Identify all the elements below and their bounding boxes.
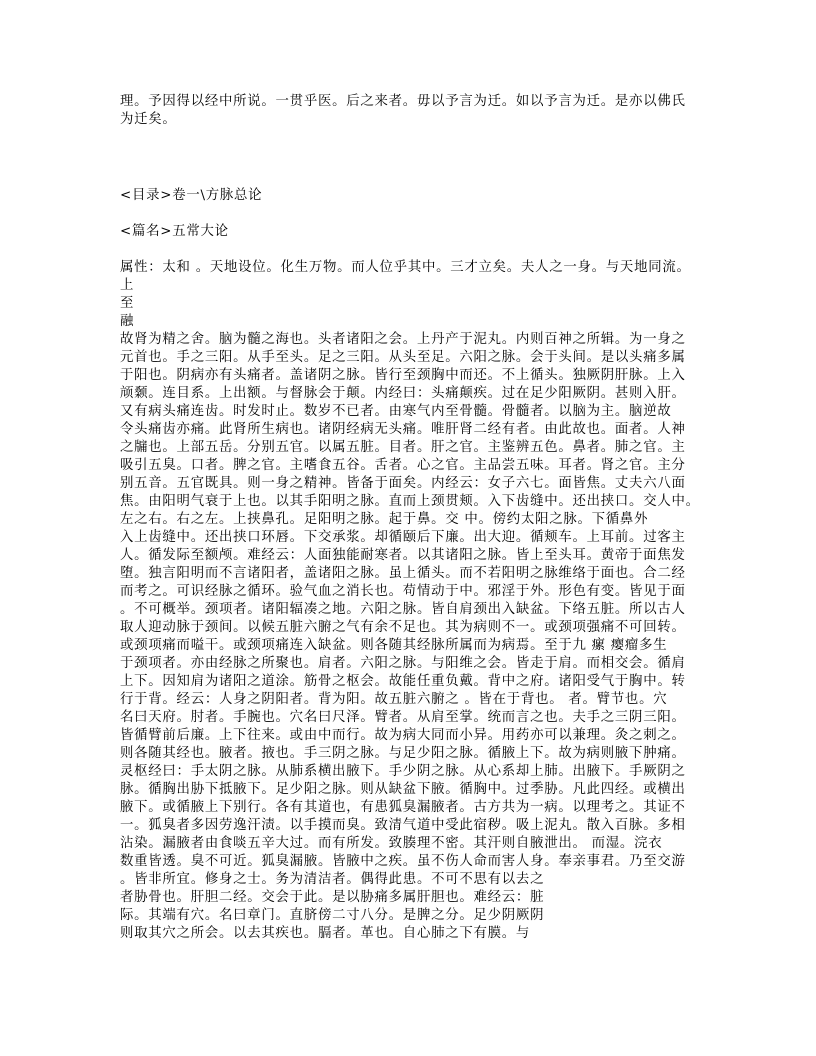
body-line: 又有病头痛连齿。时发时止。数岁不已者。由寒气内至骨髓。骨髓者。以脑为主。脑逆故 xyxy=(120,404,672,419)
body-line: 而考之。可识经脉之循环。验气血之消长也。苟情动于中。邪淫于外。形色有变。皆见于面 xyxy=(120,584,686,599)
body-line: 堕。独言阳明而不言诸阳者，盖诸阳之脉。虽上循头。而不若阳明之脉维络于面也。合二经 xyxy=(120,566,686,581)
body-line: 故肾为精之舍。脑为髓之海也。头者诸阳之会。上丹产于泥丸。内则百神之所辑。为一身之 xyxy=(120,332,686,347)
body-line: 脉。循胸出胁下抵腋下。足少阳之脉。则从缺盆下腋。循胸中。过季胁。凡此四经。或横出 xyxy=(120,782,686,797)
intro-line: 理。予因得以经中所说。一贯乎医。后之来者。毋以予言为迁。如以予言为迁。是亦以佛氏 xyxy=(120,94,686,109)
body-line: 一。狐臭者多因劳逸汗渍。以手摸而臭。致清气道中受此宿秽。吸上泥丸。散入百脉。多相 xyxy=(120,818,686,833)
body-line: 于颈项者。亦由经脉之所聚也。肩者。六阳之脉。与阳维之会。皆走于肩。而相交会。循肩 xyxy=(120,656,686,671)
body-line: 令头痛齿亦痛。此肾所生病也。诸阴经病无头痛。唯肝肾二经有者。由此故也。面者。人神 xyxy=(120,422,686,437)
body-line: 则取其穴之所会。以去其疾也。膈者。革也。自心肺之下有膜。与 xyxy=(120,926,531,941)
body-line: 上 xyxy=(120,278,135,293)
chapter-title: <篇名>五常大论 xyxy=(120,224,229,239)
body-line: 人。循发际至额颅。难经云：人面独能耐寒者。以其诸阳之脉。皆上至头耳。黄帝于面焦发 xyxy=(120,548,686,563)
body-line: 。不可概举。颈项者。诸阳辐凑之地。六阳之脉。皆自肩颈出入缺盆。下络五脏。所以古人 xyxy=(120,602,686,617)
body-line: 于阳也。阴病亦有头痛者。盖诸阴之脉。皆行至颈胸中而还。不上循头。独厥阴肝脉。上入 xyxy=(120,368,686,383)
body-line: 数重皆透。臭不可近。狐臭漏腋。皆腋中之疾。虽不伤人命而害人身。奉亲事君。乃至交游 xyxy=(120,854,686,869)
body-line: 皆循臂前后廉。上下往来。或由中而行。故为病大同而小异。用药亦可以兼理。灸之刺之。 xyxy=(120,728,686,743)
intro-line: 为迁矣。 xyxy=(120,112,177,127)
body-line: 元首也。手之三阳。从手至头。足之三阳。从头至足。六阳之脉。会于头间。是以头痛多属 xyxy=(120,350,686,365)
catalog-heading: <目录>卷一\方脉总论 xyxy=(120,188,263,203)
body-line: 取人迎动脉于颈间。以候五脏六腑之气有余不足也。其为病则不一。或颈项强痛不可回转。 xyxy=(120,620,686,635)
body-line: 或颈项痛而嗌干。或颈项痛连入缺盆。则各随其经脉所属而为病焉。至于九 瘰 瘿瘤多生 xyxy=(120,638,668,653)
body-line: 融 xyxy=(120,314,135,329)
body-line: 别五音。五官既具。则一身之精神。皆备于面矣。内经云：女子六七。面皆焦。丈夫六八面 xyxy=(120,476,686,491)
body-line: 腋下。或循腋上下别行。各有其道也，有患狐臭漏腋者。古方共为一病。以理考之。其证不 xyxy=(120,800,686,815)
body-line: 焦。由阳明气衰于上也。以其手阳明之脉。直而上颈贯颊。入下齿缝中。还出挟口。交人中。 xyxy=(120,494,700,509)
body-line: 上下。因知肩为诸阳之道涂。筋骨之枢会。故能任重负戴。背中之府。诸阳受气于胸中。转 xyxy=(120,674,686,689)
body-line: 颃颡。连目系。上出额。与督脉会于颠。内经曰：头痛颠疾。过在足少阳厥阴。甚则入肝。 xyxy=(120,386,686,401)
body-line: 沾染。漏腋者由食啖五辛大过。而有所发。致腠理不密。其汗则自腋泄出。 而湿。浣衣 xyxy=(120,836,663,851)
body-line: 行于背。经云：人身之阴阳者。背为阳。故五脏六腑之 。皆在于背也。 者。臂节也。穴 xyxy=(120,692,668,707)
body-line: 者胁骨也。肝胆二经。交会于此。是以胁痛多属肝胆也。难经云：脏 xyxy=(120,890,545,905)
body-line: 吸引五臭。口者。脾之官。主嗜食五谷。舌者。心之官。主品尝五味。耳者。肾之官。主分 xyxy=(120,458,686,473)
body-line: 之牖也。上部五岳。分别五官。以属五脏。目者。肝之官。主鉴辨五色。鼻者。肺之官。主 xyxy=(120,440,686,455)
body-line: 则各随其经也。腋者。掖也。手三阴之脉。与足少阳之脉。循腋上下。故为病则腋下肿痛。 xyxy=(120,746,686,761)
body-line: 名曰天府。肘者。手腕也。穴名曰尺泽。臂者。从肩至掌。统而言之也。夫手之三阴三阳。 xyxy=(120,710,686,725)
body-line: 际。其端有穴。名曰章门。直脐傍二寸八分。是脾之分。足少阴厥阴 xyxy=(120,908,545,923)
body-line: 属性：太和 。天地设位。化生万物。而人位乎其中。三才立矣。夫人之一身。与天地同流。 xyxy=(120,260,691,275)
body-line: 至 xyxy=(120,296,135,311)
body-line: 左之右。右之左。上挟鼻孔。足阳明之脉。起于鼻。交 中。傍约太阳之脉。下循鼻外 xyxy=(120,512,649,527)
body-line: 。皆非所宜。修身之士。务为清洁者。偶得此患。不可不思有以去之 xyxy=(120,872,545,887)
body-line: 入上齿缝中。还出挟口环唇。下交承浆。却循颐后下廉。出大迎。循颊车。上耳前。过客主 xyxy=(120,530,686,545)
body-line: 灵枢经曰：手太阴之脉。从肺系横出腋下。手少阴之脉。从心系却上肺。出腋下。手厥阴之 xyxy=(120,764,686,779)
